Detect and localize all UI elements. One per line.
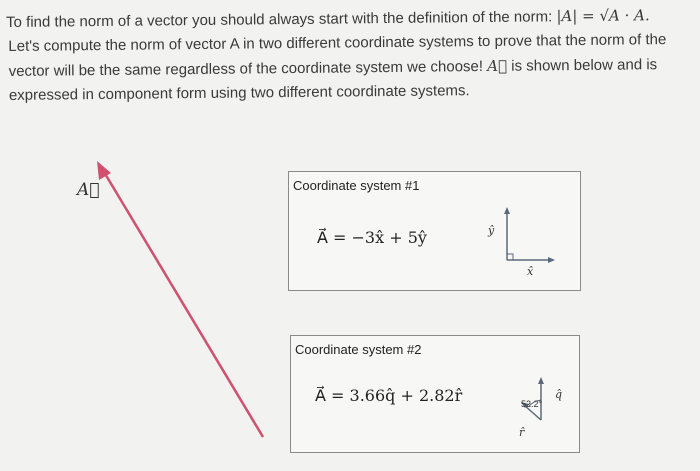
q-axis-arrowhead: [538, 377, 544, 384]
coordinate-system-2-equation: A⃗ = 3.66q̂ + 2.82r̂: [315, 386, 463, 405]
norm-definition-math: |A| = √A · A.: [556, 6, 650, 26]
paragraph-line-3-tail: is shown below and is: [506, 56, 658, 75]
x-axis-label: x̂: [527, 265, 534, 278]
coordinate-system-2-title: Coordinate system #2: [295, 342, 422, 357]
coordinate-system-2-box: [290, 335, 580, 453]
paragraph-line-2: Let's compute the norm of vector A in two different coordinate systems to prove that the norm of the: [8, 31, 667, 55]
vector-a-shaft: [104, 172, 263, 437]
r-axis-label: r̂: [519, 426, 525, 439]
coordinate-system-1-box: [288, 171, 581, 291]
vector-a-label: A⃗: [77, 180, 100, 200]
vector-a-inline: A⃗: [487, 56, 508, 75]
paragraph-line-1-text: To find the norm of a vector you should always start with the definition of the norm:: [6, 8, 557, 31]
y-axis-label: ŷ: [488, 224, 495, 237]
coordinate-system-1-equation: A⃗ = −3x̂ + 5ŷ: [317, 228, 427, 247]
x-axis-arrowhead: [548, 257, 555, 263]
right-angle-marker: [507, 254, 513, 260]
paragraph-line-3-text: vector will be the same regardless of the coordinate system we choose!: [8, 57, 488, 80]
coordinate-system-1-title: Coordinate system #1: [293, 178, 420, 193]
coordinate-system-2-axes: [291, 336, 579, 452]
q-axis-label: q̂: [555, 388, 563, 401]
y-axis-arrowhead: [504, 207, 510, 214]
paragraph-line-4: expressed in component form using two different coordinate systems.: [8, 82, 470, 104]
vector-a-arrowhead: [97, 161, 111, 180]
coordinate-system-1-axes: [289, 172, 580, 290]
angle-label: 52.2°: [521, 399, 543, 409]
